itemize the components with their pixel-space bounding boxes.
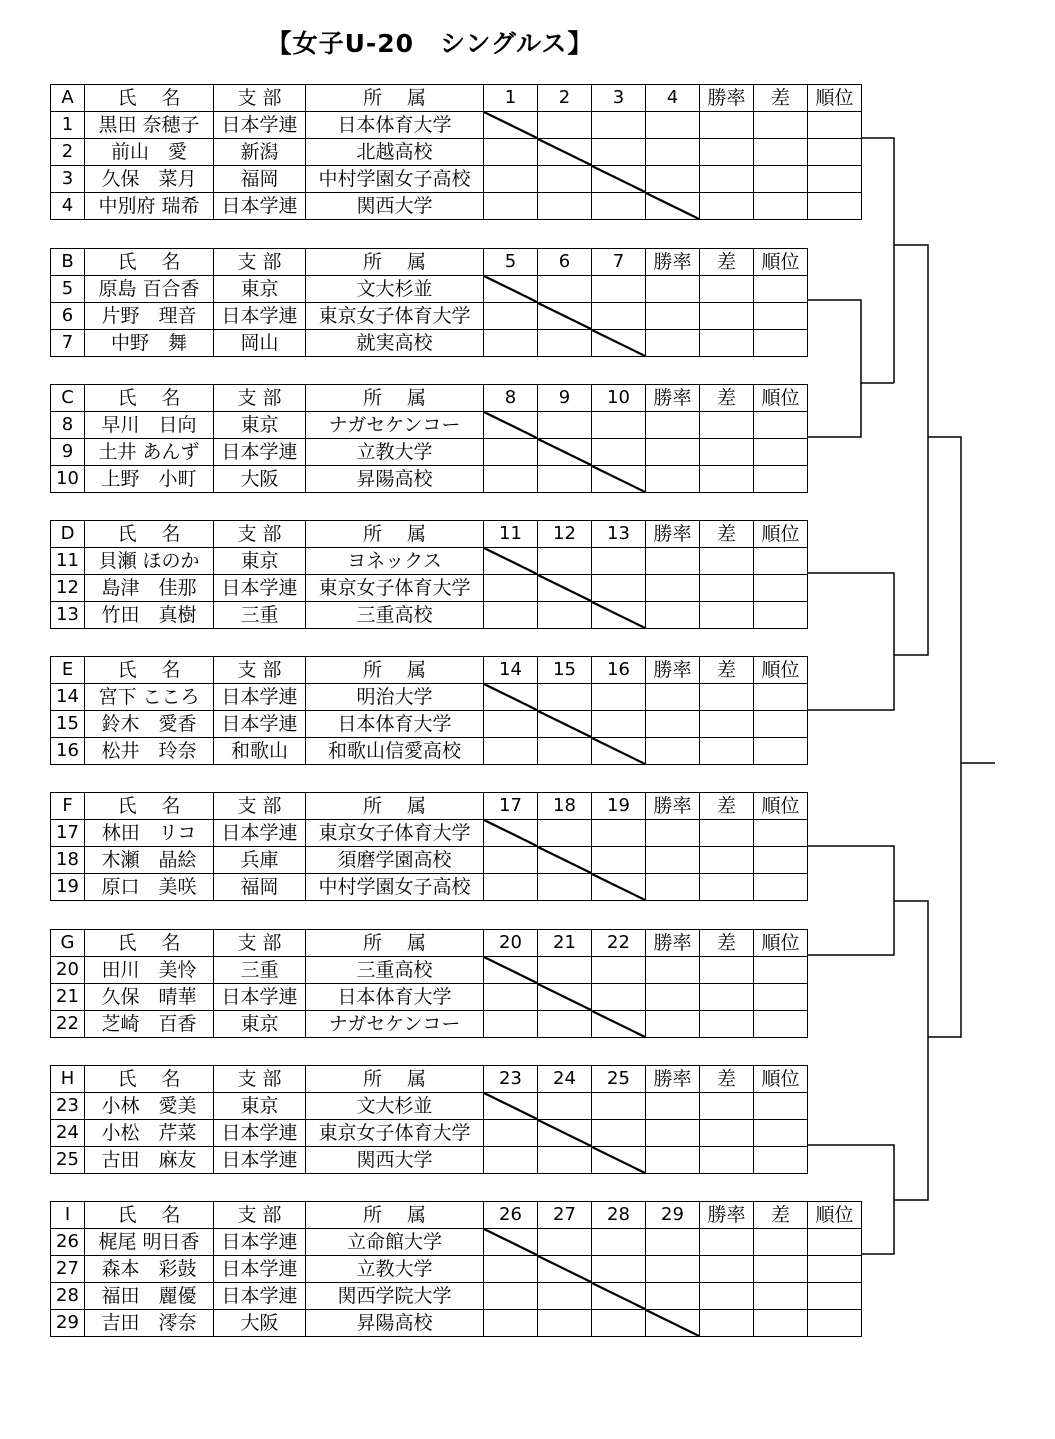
- header-opponent-number: 24: [537, 1065, 592, 1093]
- player-number: 3: [50, 165, 85, 193]
- bracket-line-d: [807, 573, 894, 655]
- header-opponent-number: 8: [483, 384, 538, 412]
- header-opponent-number: 21: [537, 929, 592, 957]
- player-number: 15: [50, 710, 85, 738]
- group-label: H: [50, 1065, 85, 1093]
- player-name: 鈴木 愛香: [84, 710, 214, 738]
- player-name: 木瀬 晶絵: [84, 846, 214, 874]
- player-number: 11: [50, 547, 85, 575]
- header-branch: 支 部: [213, 1201, 306, 1229]
- player-name: 古田 麻友: [84, 1146, 214, 1174]
- player-branch: 日本学連: [213, 1282, 306, 1310]
- player-affiliation: 立命館大学: [305, 1228, 484, 1256]
- header-name: 氏 名: [84, 520, 214, 548]
- player-affiliation: 日本体育大学: [305, 983, 484, 1011]
- player-affiliation: 中村学園女子高校: [305, 165, 484, 193]
- header-diff: 差: [699, 248, 754, 276]
- header-rank: 順位: [753, 656, 808, 684]
- header-win-rate: 勝率: [645, 520, 700, 548]
- header-name: 氏 名: [84, 1065, 214, 1093]
- header-opponent-number: 11: [483, 520, 538, 548]
- header-name: 氏 名: [84, 248, 214, 276]
- header-opponent-number: 23: [483, 1065, 538, 1093]
- player-branch: 日本学連: [213, 710, 306, 738]
- player-affiliation: 日本体育大学: [305, 710, 484, 738]
- player-name: 片野 理音: [84, 302, 214, 330]
- header-branch: 支 部: [213, 656, 306, 684]
- player-affiliation: 東京女子体育大学: [305, 302, 484, 330]
- header-rank: 順位: [753, 248, 808, 276]
- player-number: 14: [50, 683, 85, 711]
- player-name: 黒田 奈穂子: [84, 111, 214, 139]
- player-branch: 東京: [213, 411, 306, 439]
- bracket-line-top-half: [928, 437, 961, 763]
- player-affiliation: 北越高校: [305, 138, 484, 166]
- header-opponent-number: 18: [537, 792, 592, 820]
- player-number: 26: [50, 1228, 85, 1256]
- player-branch: 日本学連: [213, 111, 306, 139]
- player-name: 竹田 真樹: [84, 601, 214, 629]
- header-affiliation: 所 属: [305, 656, 484, 684]
- header-win-rate: 勝率: [699, 1201, 754, 1229]
- group-label: G: [50, 929, 85, 957]
- player-name: 小松 芹菜: [84, 1119, 214, 1147]
- player-name: 原口 美咲: [84, 873, 214, 901]
- bracket-line-g: [807, 901, 894, 955]
- header-diff: 差: [699, 1065, 754, 1093]
- player-branch: 三重: [213, 601, 306, 629]
- player-affiliation: 立教大学: [305, 1255, 484, 1283]
- player-name: 前山 愛: [84, 138, 214, 166]
- player-affiliation: 文大杉並: [305, 1092, 484, 1120]
- header-opponent-number: 27: [537, 1201, 592, 1229]
- player-number: 29: [50, 1309, 85, 1337]
- player-affiliation: 須磨学園高校: [305, 846, 484, 874]
- player-name: 土井 あんず: [84, 438, 214, 466]
- header-diff: 差: [699, 384, 754, 412]
- bracket-line-b: [807, 300, 894, 383]
- header-win-rate: 勝率: [645, 792, 700, 820]
- player-number: 4: [50, 192, 85, 220]
- header-opponent-number: 15: [537, 656, 592, 684]
- player-branch: 三重: [213, 956, 306, 984]
- bracket-line-c: [807, 383, 861, 437]
- player-affiliation: ナガセケンコー: [305, 411, 484, 439]
- header-opponent-number: 29: [645, 1201, 700, 1229]
- header-affiliation: 所 属: [305, 248, 484, 276]
- player-affiliation: 中村学園女子高校: [305, 873, 484, 901]
- group-label: E: [50, 656, 85, 684]
- header-opponent-number: 16: [591, 656, 646, 684]
- player-name: 原島 百合香: [84, 275, 214, 303]
- player-branch: 東京: [213, 275, 306, 303]
- player-branch: 日本学連: [213, 819, 306, 847]
- player-number: 28: [50, 1282, 85, 1310]
- group-label: B: [50, 248, 85, 276]
- player-name: 田川 美怜: [84, 956, 214, 984]
- bracket-line-h: [807, 1145, 894, 1200]
- player-branch: 日本学連: [213, 983, 306, 1011]
- player-branch: 日本学連: [213, 192, 306, 220]
- player-affiliation: 東京女子体育大学: [305, 1119, 484, 1147]
- player-affiliation: 文大杉並: [305, 275, 484, 303]
- bracket-line-e: [807, 655, 894, 710]
- header-diff: 差: [753, 84, 808, 112]
- header-opponent-number: 4: [645, 84, 700, 112]
- header-win-rate: 勝率: [645, 656, 700, 684]
- header-name: 氏 名: [84, 84, 214, 112]
- player-affiliation: 三重高校: [305, 601, 484, 629]
- bracket-line-bottom-half: [928, 763, 961, 1037]
- player-number: 25: [50, 1146, 85, 1174]
- player-name: 芝崎 百香: [84, 1010, 214, 1038]
- header-opponent-number: 13: [591, 520, 646, 548]
- group-label: I: [50, 1201, 85, 1229]
- header-name: 氏 名: [84, 792, 214, 820]
- header-branch: 支 部: [213, 84, 306, 112]
- header-rank: 順位: [807, 84, 862, 112]
- player-number: 22: [50, 1010, 85, 1038]
- player-number: 20: [50, 956, 85, 984]
- player-name: 林田 リコ: [84, 819, 214, 847]
- header-opponent-number: 20: [483, 929, 538, 957]
- player-branch: 日本学連: [213, 1146, 306, 1174]
- player-affiliation: 東京女子体育大学: [305, 574, 484, 602]
- header-affiliation: 所 属: [305, 792, 484, 820]
- header-opponent-number: 6: [537, 248, 592, 276]
- player-branch: 岡山: [213, 329, 306, 357]
- player-name: 久保 晴華: [84, 983, 214, 1011]
- header-opponent-number: 19: [591, 792, 646, 820]
- player-affiliation: 東京女子体育大学: [305, 819, 484, 847]
- header-opponent-number: 14: [483, 656, 538, 684]
- player-name: 中野 舞: [84, 329, 214, 357]
- player-affiliation: 明治大学: [305, 683, 484, 711]
- player-number: 10: [50, 465, 85, 493]
- bracket-line-fg: [894, 901, 928, 1037]
- group-label: A: [50, 84, 85, 112]
- header-branch: 支 部: [213, 1065, 306, 1093]
- header-win-rate: 勝率: [645, 248, 700, 276]
- player-name: 吉田 澪奈: [84, 1309, 214, 1337]
- player-branch: 新潟: [213, 138, 306, 166]
- player-name: 小林 愛美: [84, 1092, 214, 1120]
- bracket-line-hi: [894, 1037, 928, 1200]
- page-title: 【女子U-20 シングルス】: [266, 29, 594, 58]
- header-affiliation: 所 属: [305, 1201, 484, 1229]
- player-branch: 東京: [213, 547, 306, 575]
- player-branch: 東京: [213, 1092, 306, 1120]
- header-branch: 支 部: [213, 792, 306, 820]
- bracket-line-f: [807, 846, 894, 901]
- player-number: 27: [50, 1255, 85, 1283]
- header-opponent-number: 28: [591, 1201, 646, 1229]
- header-branch: 支 部: [213, 929, 306, 957]
- header-name: 氏 名: [84, 1201, 214, 1229]
- header-opponent-number: 17: [483, 792, 538, 820]
- header-opponent-number: 9: [537, 384, 592, 412]
- header-affiliation: 所 属: [305, 929, 484, 957]
- player-branch: 和歌山: [213, 737, 306, 765]
- player-name: 貝瀬 ほのか: [84, 547, 214, 575]
- player-affiliation: ナガセケンコー: [305, 1010, 484, 1038]
- player-branch: 大阪: [213, 1309, 306, 1337]
- header-rank: 順位: [753, 792, 808, 820]
- player-affiliation: 立教大学: [305, 438, 484, 466]
- player-number: 17: [50, 819, 85, 847]
- player-number: 8: [50, 411, 85, 439]
- header-rank: 順位: [753, 520, 808, 548]
- header-rank: 順位: [807, 1201, 862, 1229]
- header-opponent-number: 25: [591, 1065, 646, 1093]
- player-number: 23: [50, 1092, 85, 1120]
- player-branch: 日本学連: [213, 302, 306, 330]
- player-name: 松井 玲奈: [84, 737, 214, 765]
- player-number: 1: [50, 111, 85, 139]
- player-branch: 日本学連: [213, 438, 306, 466]
- player-affiliation: ヨネックス: [305, 547, 484, 575]
- player-number: 5: [50, 275, 85, 303]
- player-name: 福田 麗優: [84, 1282, 214, 1310]
- player-number: 21: [50, 983, 85, 1011]
- player-name: 中別府 瑞希: [84, 192, 214, 220]
- header-affiliation: 所 属: [305, 84, 484, 112]
- player-name: 早川 日向: [84, 411, 214, 439]
- player-affiliation: 日本体育大学: [305, 111, 484, 139]
- header-win-rate: 勝率: [699, 84, 754, 112]
- player-number: 6: [50, 302, 85, 330]
- player-name: 森本 彩鼓: [84, 1255, 214, 1283]
- player-affiliation: 三重高校: [305, 956, 484, 984]
- player-number: 18: [50, 846, 85, 874]
- group-label: D: [50, 520, 85, 548]
- player-branch: 日本学連: [213, 683, 306, 711]
- bracket-line-a: [861, 138, 894, 245]
- player-branch: 福岡: [213, 165, 306, 193]
- header-win-rate: 勝率: [645, 384, 700, 412]
- player-number: 2: [50, 138, 85, 166]
- header-opponent-number: 12: [537, 520, 592, 548]
- bracket-line-i: [861, 1200, 894, 1254]
- header-branch: 支 部: [213, 520, 306, 548]
- header-rank: 順位: [753, 929, 808, 957]
- header-diff: 差: [699, 656, 754, 684]
- player-affiliation: 関西大学: [305, 1146, 484, 1174]
- player-affiliation: 和歌山信愛高校: [305, 737, 484, 765]
- player-branch: 東京: [213, 1010, 306, 1038]
- player-branch: 日本学連: [213, 574, 306, 602]
- bracket-line-de: [894, 437, 928, 655]
- header-opponent-number: 1: [483, 84, 538, 112]
- header-diff: 差: [699, 520, 754, 548]
- player-number: 19: [50, 873, 85, 901]
- player-branch: 兵庫: [213, 846, 306, 874]
- player-name: 宮下 こころ: [84, 683, 214, 711]
- player-number: 16: [50, 737, 85, 765]
- header-diff: 差: [753, 1201, 808, 1229]
- player-branch: 日本学連: [213, 1228, 306, 1256]
- header-name: 氏 名: [84, 656, 214, 684]
- player-name: 久保 菜月: [84, 165, 214, 193]
- player-branch: 日本学連: [213, 1255, 306, 1283]
- header-affiliation: 所 属: [305, 520, 484, 548]
- header-branch: 支 部: [213, 384, 306, 412]
- player-number: 7: [50, 329, 85, 357]
- player-name: 上野 小町: [84, 465, 214, 493]
- header-diff: 差: [699, 792, 754, 820]
- header-opponent-number: 22: [591, 929, 646, 957]
- player-branch: 日本学連: [213, 1119, 306, 1147]
- player-number: 24: [50, 1119, 85, 1147]
- header-name: 氏 名: [84, 384, 214, 412]
- header-opponent-number: 5: [483, 248, 538, 276]
- header-rank: 順位: [753, 1065, 808, 1093]
- header-rank: 順位: [753, 384, 808, 412]
- player-affiliation: 関西大学: [305, 192, 484, 220]
- bracket-line-abc: [894, 245, 928, 437]
- player-number: 13: [50, 601, 85, 629]
- header-opponent-number: 3: [591, 84, 646, 112]
- group-label: C: [50, 384, 85, 412]
- header-opponent-number: 26: [483, 1201, 538, 1229]
- player-name: 梶尾 明日香: [84, 1228, 214, 1256]
- player-affiliation: 昇陽高校: [305, 465, 484, 493]
- player-branch: 大阪: [213, 465, 306, 493]
- header-opponent-number: 7: [591, 248, 646, 276]
- header-branch: 支 部: [213, 248, 306, 276]
- player-name: 島津 佳那: [84, 574, 214, 602]
- header-opponent-number: 10: [591, 384, 646, 412]
- player-number: 9: [50, 438, 85, 466]
- header-diff: 差: [699, 929, 754, 957]
- player-branch: 福岡: [213, 873, 306, 901]
- player-affiliation: 就実高校: [305, 329, 484, 357]
- group-label: F: [50, 792, 85, 820]
- player-affiliation: 関西学院大学: [305, 1282, 484, 1310]
- header-win-rate: 勝率: [645, 1065, 700, 1093]
- header-win-rate: 勝率: [645, 929, 700, 957]
- header-name: 氏 名: [84, 929, 214, 957]
- header-affiliation: 所 属: [305, 384, 484, 412]
- header-opponent-number: 2: [537, 84, 592, 112]
- player-number: 12: [50, 574, 85, 602]
- header-affiliation: 所 属: [305, 1065, 484, 1093]
- player-affiliation: 昇陽高校: [305, 1309, 484, 1337]
